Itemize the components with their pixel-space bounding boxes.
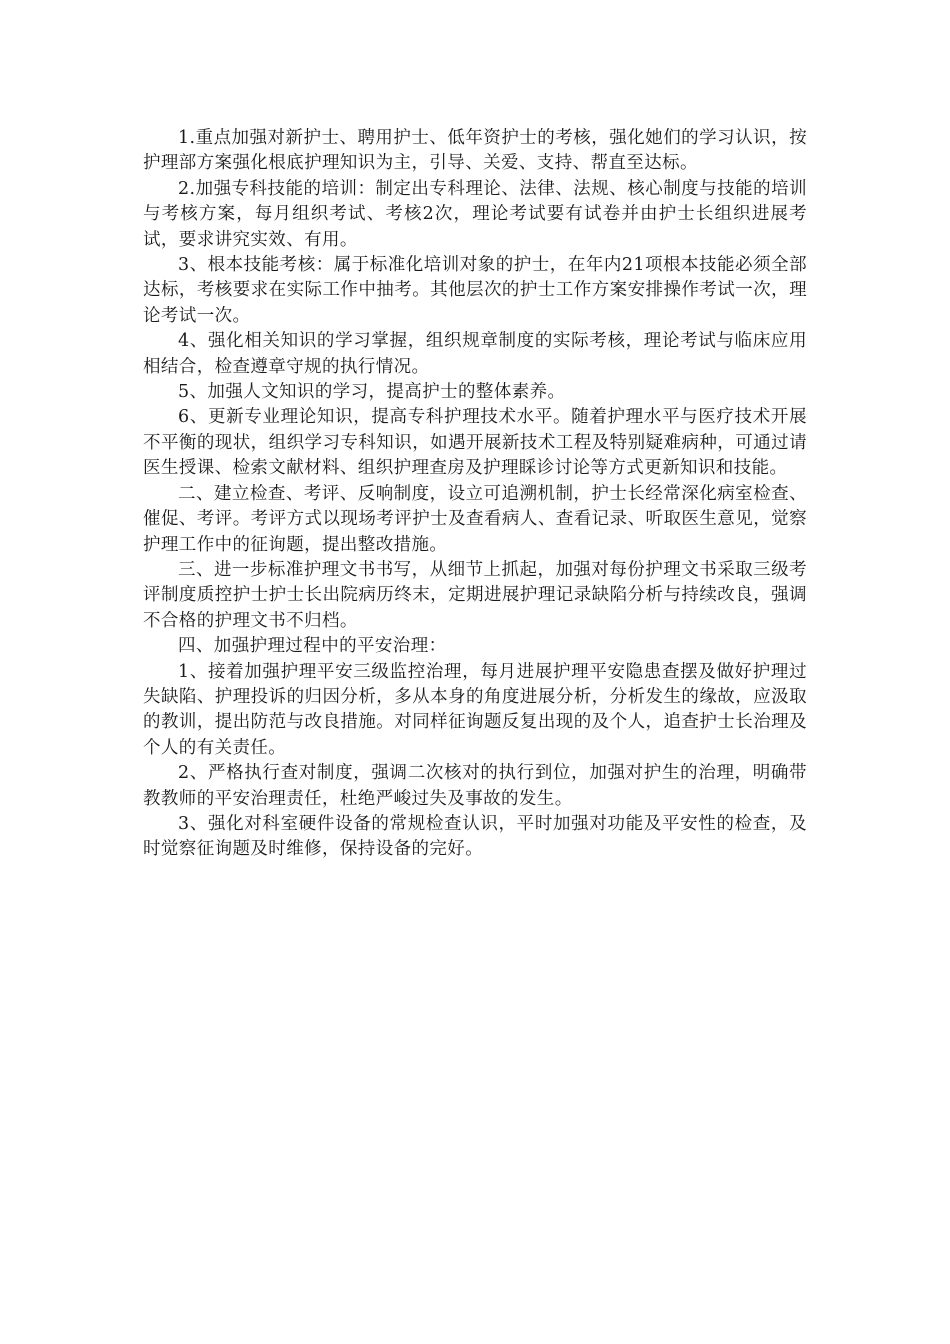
document-body: [143, 126, 807, 863]
paragraph: 5、加强人文知识的学习，提高护士的整体素养。: [178, 382, 566, 403]
paragraph: 二、建立检查、考评、反响制度，设立可追溯机制，护士长经常深化病室检查、催促、考评。考评方式以现场考评护士及查看病人、查看记录、听取医生意见，觉察护理工作中的征询题，提出整改措施。: [143, 483, 807, 555]
paragraph: 6、更新专业理论知识，提高专科护理技术水平。随着护理水平与医疗技术开展不平衡的现状，组织学习专科知识，如遇开展新技术工程及特别疑难病种，可通过请医生授课、检索文献材料、组织护理查房及护理睬诊讨论等方式更新知识和技能。: [143, 407, 807, 479]
paragraph: 2.加强专科技能的培训：制定出专科理论、法律、法规、核心制度与技能的培训与考核方案，每月组织考试、考核2次，理论考试要有试卷并由护士长组织进展考试，要求讲究实效、有用。: [143, 178, 807, 250]
paragraph: 1.重点加强对新护士、聘用护士、低年资护士的考核，强化她们的学习认识，按护理部方案强化根底护理知识为主，引导、关爱、支持、帮直至达标。: [143, 128, 807, 174]
section-heading: 四、加强护理过程中的平安治理：: [178, 636, 447, 657]
paragraph: 4、强化相关知识的学习掌握，组织规章制度的实际考核，理论考试与临床应用相结合，检查遵章守规的执行情况。: [143, 331, 807, 377]
paragraph: 3、强化对科室硬件设备的常规检查认识，平时加强对功能及平安性的检查，及时觉察征询题及时维修，保持设备的完好。: [143, 813, 807, 860]
paragraph: 3、根本技能考核：属于标准化培训对象的护士，在年内21项根本技能必须全部达标，考核要求在实际工作中抽考。其他层次的护士工作方案安排操作考试一次，理论考试一次。: [143, 255, 807, 326]
paragraph: 三、进一步标准护理文书书写，从细节上抓起，加强对每份护理文书采取三级考评制度质控护士护士长出院病历终末，定期进展护理记录缺陷分析与持续改良，强调不合格的护理文书不归档。: [143, 559, 807, 631]
paragraph: 1、接着加强护理平安三级监控治理，每月进展护理平安隐患查摆及做好护理过失缺陷、护理投诉的归因分析，多从本身的角度进展分析，分析发生的缘故，应汲取的教训，提出防范与改良措施。对同样征询题反复出现的及个人，追查护士长治理及个人的有关责任。: [143, 661, 807, 758]
paragraph: 2、严格执行查对制度，强调二次核对的执行到位，加强对护生的治理，明确带教教师的平安治理责任，杜绝严峻过失及事故的发生。: [143, 763, 807, 809]
